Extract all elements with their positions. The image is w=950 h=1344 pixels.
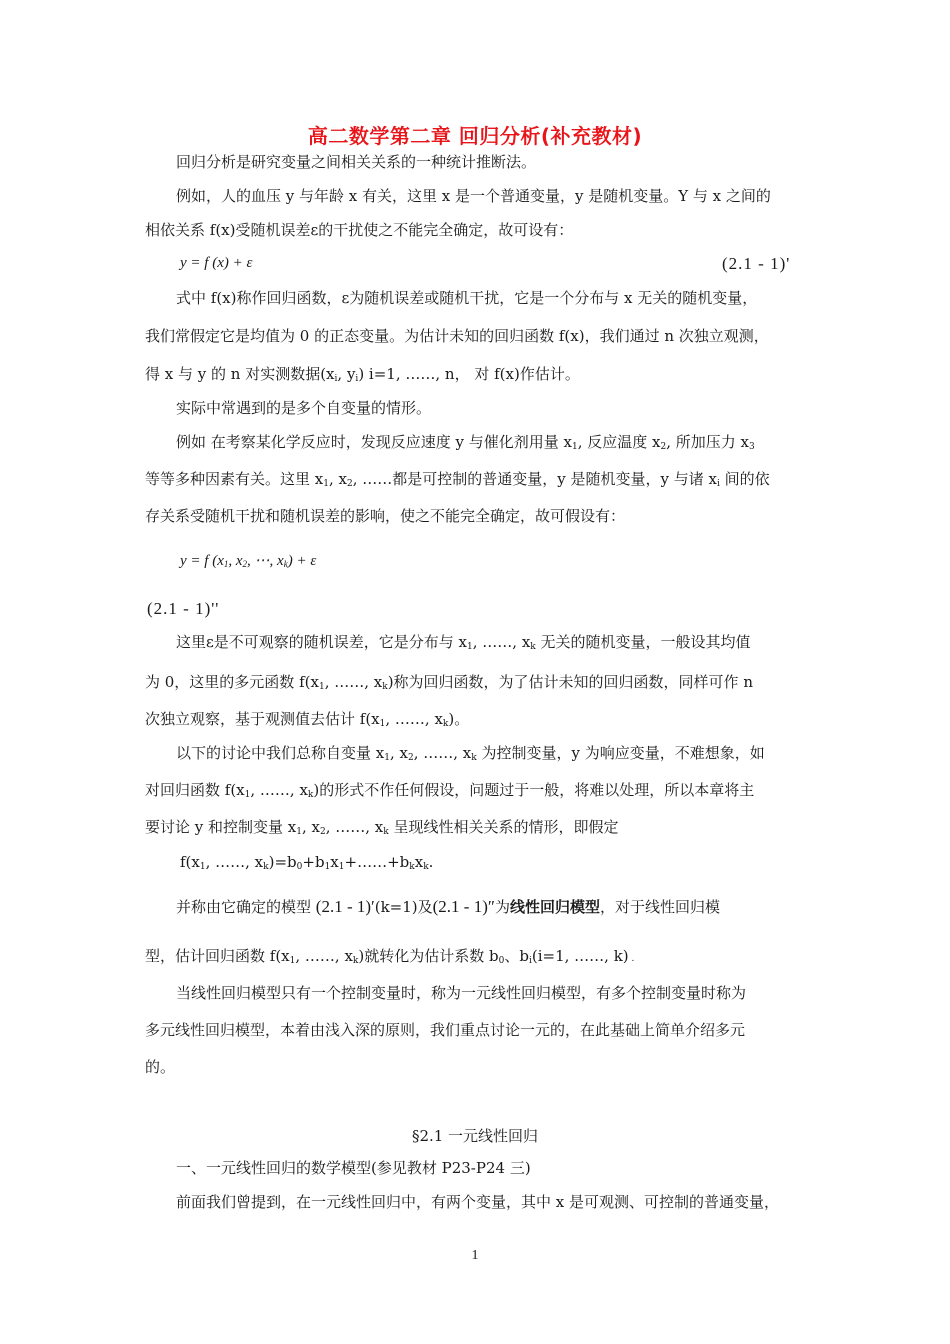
paragraph-chemical-line2: 等等多种因素有关。这里 $x_1$, $x_2$, ……都是可控制的普通变量，y 是随机变量，y 与诸 $x_i$ 间的依 xyxy=(145,470,770,489)
paragraph-error-line2: 为 0，这里的多元函数 $f(x_1$, ……, $x_k$)称为回归函数，为了估计未知的回归函数，同样可作 n xyxy=(145,673,753,692)
page-title: 高二数学第二章 回归分析(补充教材) xyxy=(307,124,643,148)
linear-function: $f(x_1$, ……, $x_k)=b_0+b_1x_1+\dots\dots+b_kx_k$. xyxy=(180,853,434,872)
section-heading: §2.1 一元线性回归 xyxy=(411,1127,539,1145)
page-number: 1 xyxy=(471,1248,479,1263)
paragraph-regression-function-line3: 得 x 与 y 的 n 对实测数据($x_i$, $y_i$) i=1, ……, n， 对 f(x)作估计。 xyxy=(145,365,580,384)
paragraph-simple-regression: 前面我们曾提到，在一元线性回归中，有两个变量，其中 x 是可观测、可控制的普通变量， xyxy=(176,1193,779,1211)
formula-number-2: (2.1 - 1)'' xyxy=(147,599,220,618)
paragraph-multi-variable: 实际中常遇到的是多个自变量的情形。 xyxy=(176,399,432,417)
paragraph-one-vs-multi-line2: 多元线性回归模型，本着由浅入深的原则，我们重点讨论一元的，在此基础上简单介绍多元 xyxy=(145,1021,746,1039)
formula-multi: y = f ($x_1$, $x_2$, ⋯, $x_k) + \varepsilon$ xyxy=(180,553,317,569)
paragraph-regression-function-line1: 式中 f(x)称作回归函数，ε为随机误差或随机干扰，它是一个分布与 x 无关的随机变量， xyxy=(176,289,758,307)
paragraph-control-line3: 要讨论 y 和控制变量 $x_1$, $x_2$, ……, $x_k$ 呈现线性相关关系的情形，即假定 xyxy=(145,818,619,837)
paragraph-intro: 回归分析是研究变量之间相关关系的一种统计推断法。 xyxy=(176,153,537,171)
paragraph-one-vs-multi-line1: 当线性回归模型只有一个控制变量时，称为一元线性回归模型，有多个控制变量时称为 xyxy=(176,984,747,1002)
paragraph-model-line1: 并称由它确定的模型 (2.1 - 1)′(k=1)及(2.1 - 1)″为线性回归模型，对于线性回归模 xyxy=(176,897,721,916)
paragraph-control-line1: 以下的讨论中我们总称自变量 $x_1$, $x_2$, ……, $x_k$ 为控制变量，y 为响应变量，不难想象，如 xyxy=(176,744,765,763)
paragraph-error-line1: 这里ε是不可观察的随机误差，它是分布与 $x_1$, ……, $x_k$ 无关的随机变量，一般设其均值 xyxy=(176,633,751,652)
paragraph-model-line2: 型，估计回归函数 $f(x_1$, ……, $x_k$)就转化为估计系数 $b_0$、$b_i(i=1$, ……, k) . xyxy=(145,947,635,966)
paragraph-blood-pressure-line2: 相依关系 f(x)受随机误差ε的干扰使之不能完全确定，故可设有： xyxy=(145,221,574,239)
keyword-linear-regression-model: 线性回归模型 xyxy=(509,898,600,916)
paragraph-regression-function-line2: 我们常假定它是均值为 0 的正态变量。为估计未知的回归函数 f(x)，我们通过 n 次独立观测， xyxy=(145,327,769,345)
paragraph-blood-pressure-line1: 例如，人的血压 y 与年龄 x 有关，这里 x 是一个普通变量，y 是随机变量。Y 与 x 之间的 xyxy=(176,187,771,205)
formula-number-1: (2.1 - 1)' xyxy=(722,254,791,273)
paragraph-chemical-line1: 例如 在考察某化学反应时，发现反应速度 y 与催化剂用量 $x_1$, 反应温度 $x_2$, 所加压力 $x_3$ xyxy=(176,433,755,452)
paragraph-error-line3: 次独立观察，基于观测值去估计 $f(x_1$, ……, $x_k$)。 xyxy=(145,710,470,729)
formula-single: y = f (x) + ε xyxy=(180,255,253,271)
paragraph-control-line2: 对回归函数 $f(x_1$, ……, $x_k$)的形式不作任何假设，问题过于一般，将难以处理，所以本章将主 xyxy=(145,781,755,800)
sub-heading: 一、一元线性回归的数学模型(参见教材 P23-P24 三) xyxy=(176,1159,531,1177)
paragraph-one-vs-multi-line3: 的。 xyxy=(145,1058,176,1076)
paragraph-chemical-line3: 存关系受随机干扰和随机误差的影响，使之不能完全确定，故可假设有： xyxy=(145,507,626,525)
